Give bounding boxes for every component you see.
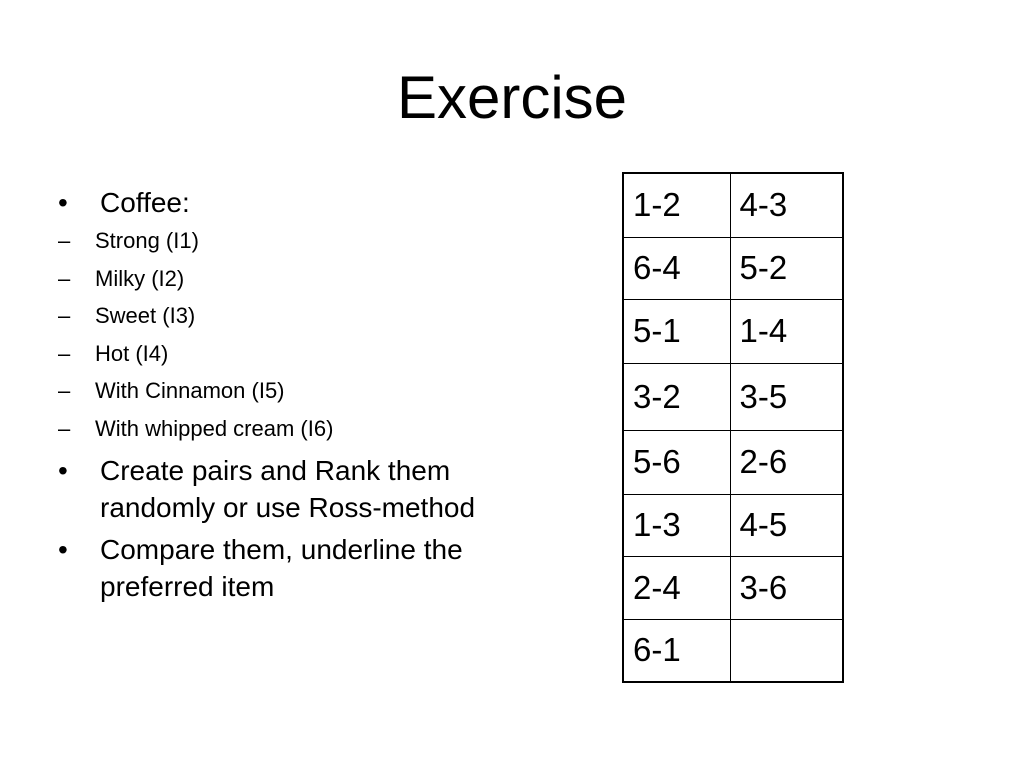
table-row <box>623 363 843 430</box>
sub-item <box>16 335 508 373</box>
table-cell: 5-6 <box>623 430 730 494</box>
sub-item <box>16 410 508 448</box>
sub-item-text: Sweet (I3) <box>95 303 196 328</box>
dash-icon: – <box>58 415 71 441</box>
dash-icon: – <box>58 265 71 291</box>
table-cell: 4-5 <box>730 494 843 556</box>
sub-item <box>16 222 508 260</box>
bullet-text: Create pairs and Rank them randomly or use Ross-method <box>100 455 476 523</box>
table-cell: 5-2 <box>730 237 843 299</box>
sub-item-text: Strong (I1) <box>95 228 199 253</box>
table-cell: 3-2 <box>623 363 730 430</box>
table-row <box>623 556 843 619</box>
table-row <box>623 619 843 682</box>
dash-icon: – <box>58 378 71 403</box>
bullet-item-compare <box>58 531 508 605</box>
table-cell: 1-4 <box>730 299 843 363</box>
table-cell: 3-5 <box>730 363 843 430</box>
dash-icon: – <box>58 303 71 328</box>
bullet-icon: • <box>58 187 68 218</box>
bullet-list <box>58 184 508 605</box>
table-row <box>623 430 843 494</box>
table-row <box>623 237 843 299</box>
table-cell: 2-6 <box>730 430 843 494</box>
sub-item-text: With whipped cream (I6) <box>95 415 334 441</box>
table-cell: 2-4 <box>623 556 730 619</box>
slide-title: Exercise <box>396 64 628 131</box>
table-cell: 3-6 <box>730 556 843 619</box>
pairs-table <box>622 172 844 683</box>
sub-item-text: Milky (I2) <box>95 265 185 291</box>
table-row <box>623 173 843 237</box>
sub-item <box>16 372 508 410</box>
sub-item <box>16 297 508 335</box>
table-cell: 1-3 <box>623 494 730 556</box>
dash-icon: – <box>58 340 71 366</box>
table-row <box>623 494 843 556</box>
table-row <box>623 299 843 363</box>
table-cell: 5-1 <box>623 299 730 363</box>
dash-icon: – <box>58 228 71 253</box>
bullet-icon: • <box>58 534 68 565</box>
table-cell: 6-4 <box>623 237 730 299</box>
sub-item-text: Hot (I4) <box>95 340 169 366</box>
bullet-item-create-pairs <box>58 452 508 526</box>
table-cell: 6-1 <box>623 619 730 682</box>
bullet-text: Coffee: <box>100 187 190 218</box>
bullet-icon: • <box>58 455 68 486</box>
table-cell <box>730 619 843 682</box>
coffee-sublist <box>58 222 508 447</box>
bullet-item-coffee <box>58 184 508 221</box>
sub-item <box>16 260 508 298</box>
bullet-text: Compare them, underline the preferred item <box>100 534 463 602</box>
table-cell: 4-3 <box>730 173 843 237</box>
table-cell: 1-2 <box>623 173 730 237</box>
sub-item-text: With Cinnamon (I5) <box>95 378 285 403</box>
